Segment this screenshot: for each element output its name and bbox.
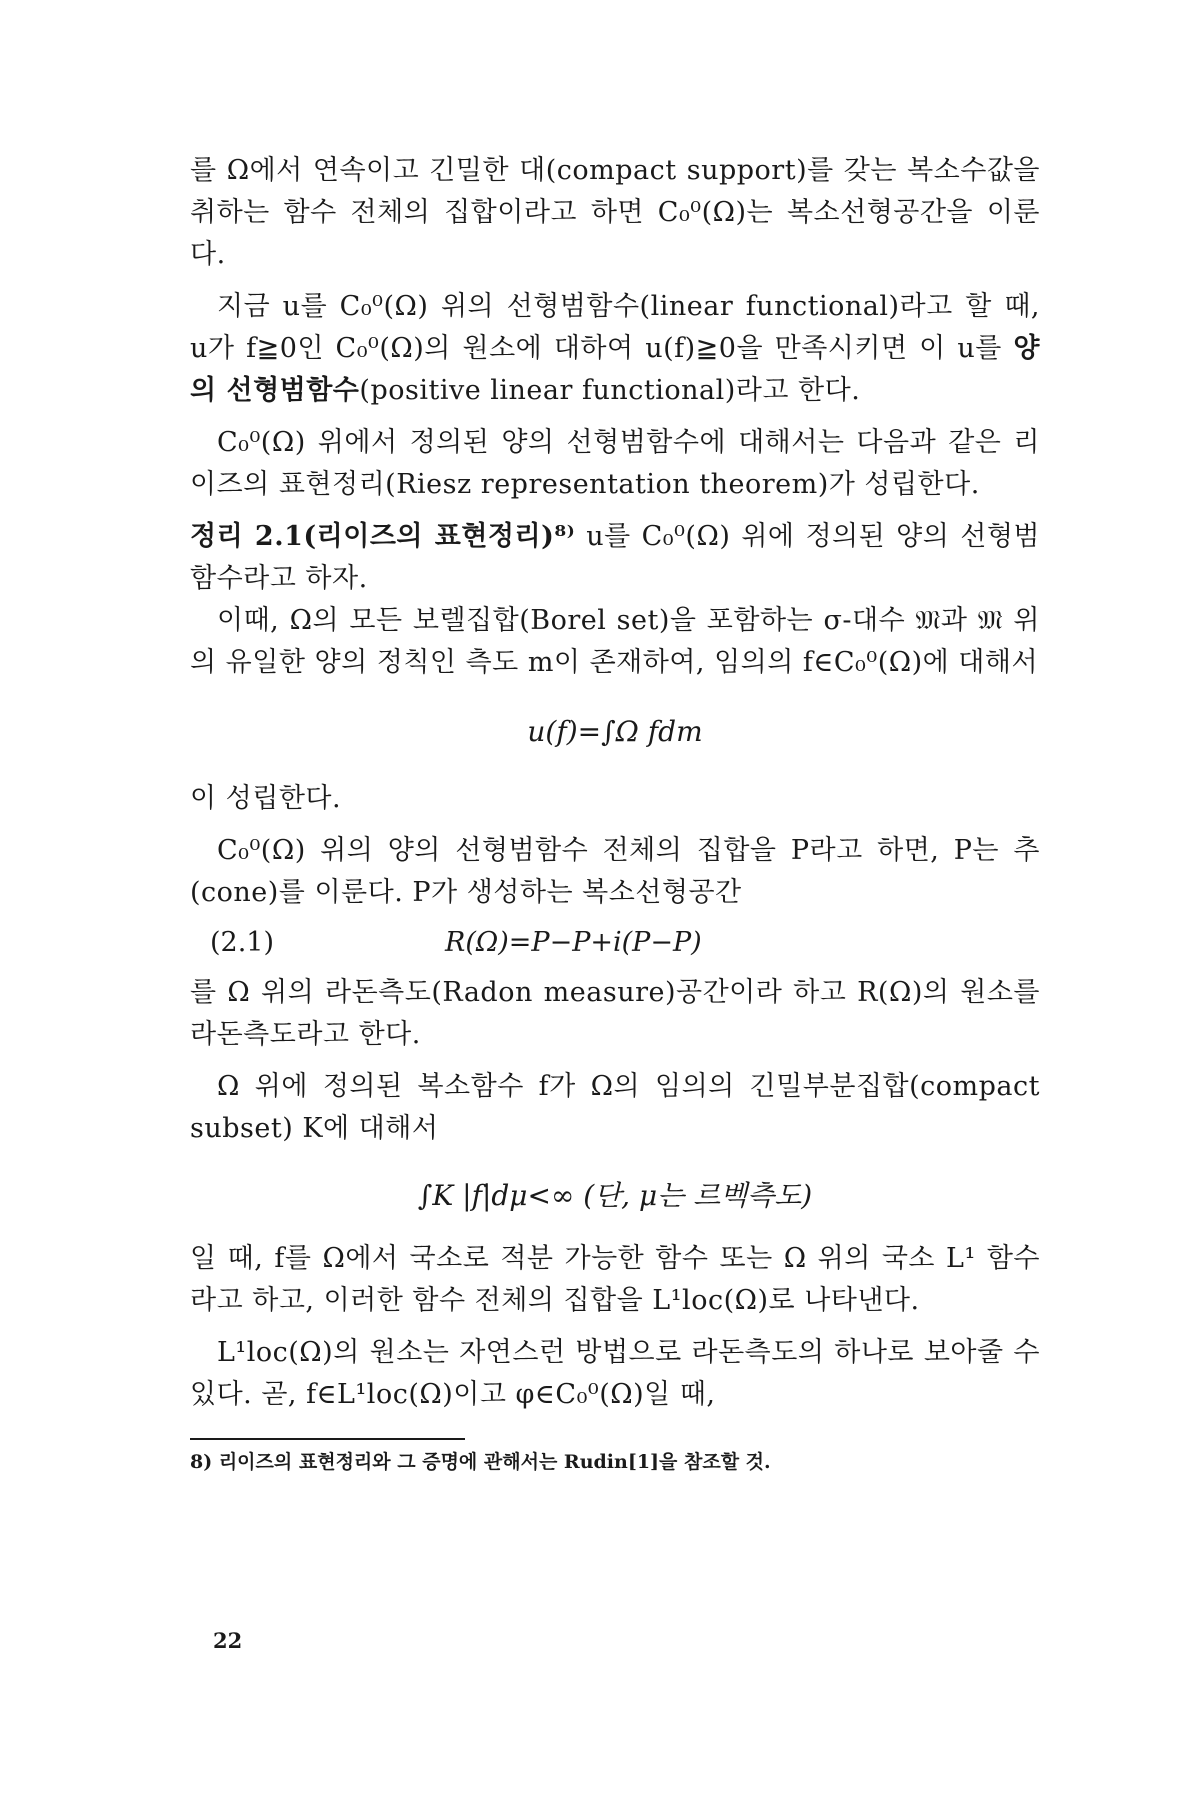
equation-body: R(Ω)=P−P+i(P−P) (445, 927, 702, 958)
paragraph-6: 이 성립한다. (190, 783, 342, 814)
equation-number: (2.1) (210, 927, 275, 958)
paragraph-11: L¹loc(Ω)의 원소는 자연스런 방법으로 라돈측도의 하나로 보아줄 수 있다. 곧, f∈L¹loc(Ω)이고 φ∈C₀⁰(Ω)일 때, (190, 1337, 1040, 1410)
footnote: 8) 리이즈의 표현정리와 그 증명에 관해서는 Rudin[1]을 참조할 것. (190, 1451, 771, 1473)
paragraph-2 (190, 286, 1040, 412)
paragraph-5: 이때, Ω의 모든 보렐집합(Borel set)을 포함하는 σ-대수 𝔐과 𝔐 위의 유일한 양의 정칙인 측도 m이 존재하여, 임의의 f∈C₀⁰(Ω)에 대해서 (190, 605, 1040, 678)
radon-equation (190, 920, 1040, 966)
paragraph-8: 를 Ω 위의 라돈측도(Radon measure)공간이라 하고 R(Ω)의 원소를 라돈측도라고 한다. (190, 977, 1040, 1050)
page-number: 22 (213, 1628, 243, 1653)
riesz-formula: u(f)=∫Ω fdm (527, 715, 703, 748)
local-integrability-formula: ∫K |f|dμ<∞ (단, μ는 르벡측도) (417, 1179, 813, 1212)
page-body (190, 150, 1040, 1478)
definition-rest: (positive linear functional)라고 한다. (359, 375, 861, 406)
theorem-text: u를 C₀⁰(Ω) 위에 정의된 양의 선형범함수라고 하자. (190, 521, 1040, 594)
paragraph-1: 를 Ω에서 연속이고 긴밀한 대(compact support)를 갖는 복소수값을 취하는 함수 전체의 집합이라고 하면 C₀⁰(Ω)는 복소선형공간을 이룬다. (190, 155, 1040, 270)
paragraph-9: Ω 위에 정의된 복소함수 f가 Ω의 임의의 긴밀부분집합(compact subset) K에 대해서 (190, 1071, 1040, 1144)
paragraph-3: C₀⁰(Ω) 위에서 정의된 양의 선형범함수에 대해서는 다음과 같은 리이즈의 표현정리(Riesz representation theorem)가 성립한다. (190, 427, 1040, 500)
paragraph-2-text: 지금 u를 C₀⁰(Ω) 위의 선형범함수(linear functional)라고 할 때, u가 f≧0인 C₀⁰(Ω)의 원소에 대하여 u(f)≧0을 만족시키면 이 u를 (190, 291, 1040, 364)
definition-term: 양의 선형범함수 (190, 333, 1040, 406)
footnote-divider (190, 1438, 465, 1440)
paragraph-7: C₀⁰(Ω) 위의 양의 선형범함수 전체의 집합을 P라고 하면, P는 추(cone)를 이룬다. P가 생성하는 복소선형공간 (190, 835, 1040, 908)
paragraph-10: 일 때, f를 Ω에서 국소로 적분 가능한 함수 또는 Ω 위의 국소 L¹ 함수라고 하고, 이러한 함수 전체의 집합을 L¹loc(Ω)로 나타낸다. (190, 1243, 1040, 1316)
theorem-paragraph (190, 516, 1040, 600)
theorem-heading: 정리 2.1(리이즈의 표현정리)⁸⁾ (190, 521, 576, 552)
